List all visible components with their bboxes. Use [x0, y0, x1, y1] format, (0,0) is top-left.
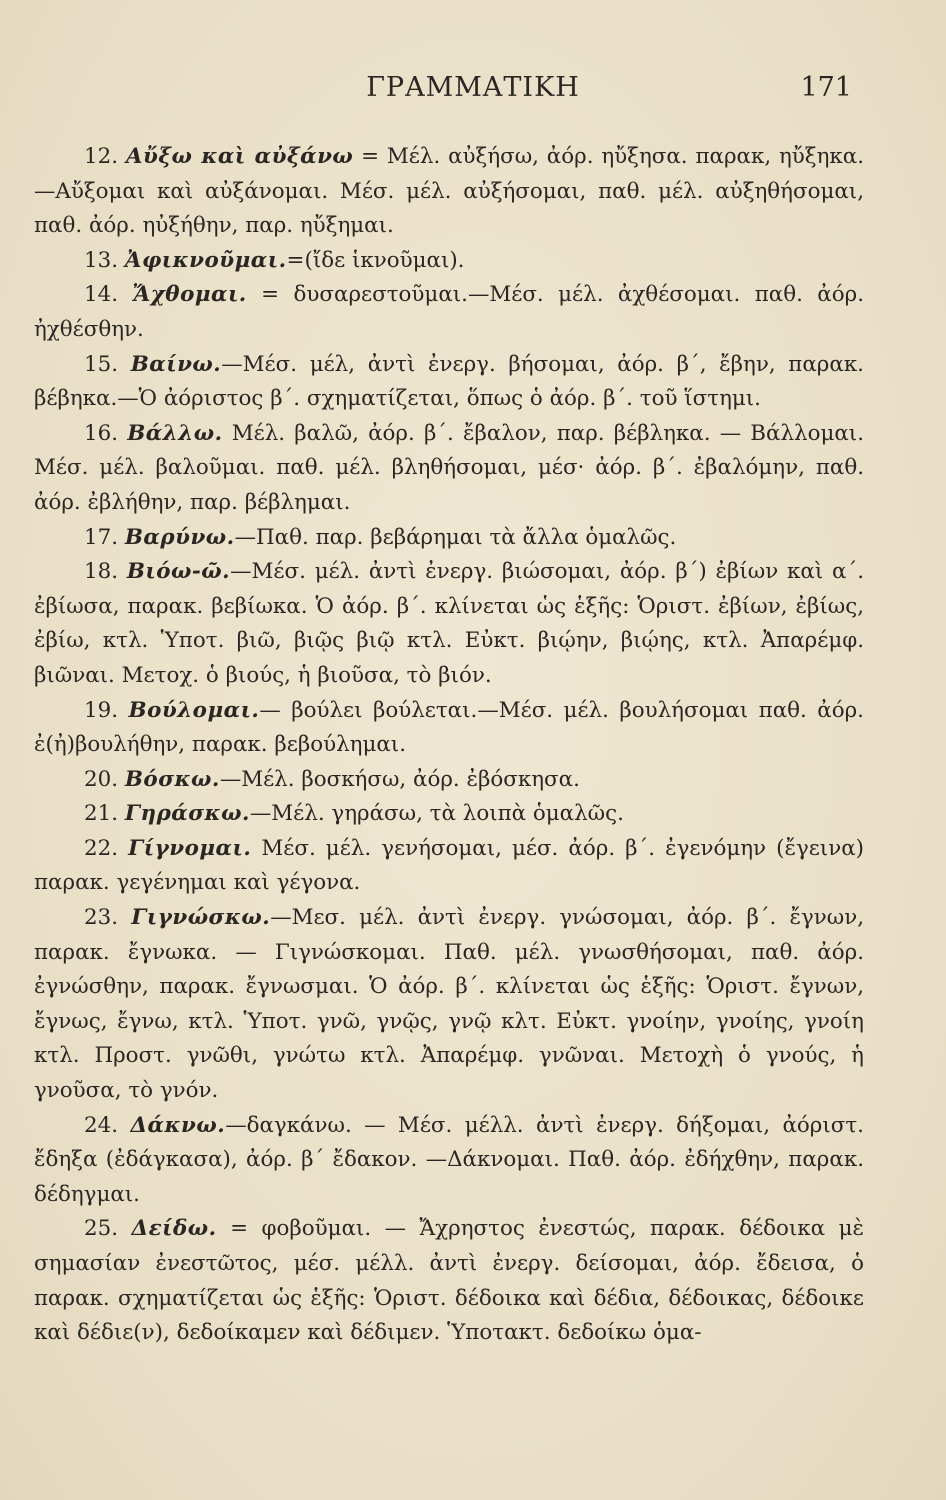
entry-text: — βούλει βούλεται.—Μέσ. μέλ. βουλήσομαι παθ. ἀόρ. ἐ(ἠ)βουλήθην, παρακ. βεβούλημαι.: [34, 697, 864, 758]
entry-number: 17.: [84, 524, 119, 550]
entry-text: —Παθ. παρ. βεβάρημαι τὰ ἄλλα ὁμαλῶς.: [234, 524, 677, 550]
entry-text: —Μέλ. γηράσω, τὰ λοιπὰ ὁμαλῶς.: [249, 801, 624, 827]
entry-22: [34, 832, 864, 901]
entry-text: = φοβοῦμαι. — Ἄχρηστος ἐνεστώς, παρακ. δέδοικα μὲ σημασίαν ἐνεστῶτος, μέσ. μέλλ. ἀντὶ ἐνεργ. δείσομαι, ἀόρ. ἔδεισα, ὁ παρακ. σχηματίζεται ὡς ἑξῆς: Ὁριστ. δέδοικα καὶ δέδια, δέδοικας, δέδοικε καὶ δέδιε(ν), δεδοίκαμεν καὶ δέδιμεν. Ὑποτακτ. δεδοίκω ὁμα-: [34, 1216, 864, 1346]
entry-number: 15.: [84, 351, 119, 377]
entry-number: 24.: [84, 1112, 119, 1138]
entry-lemma: Βιόω-ῶ.: [126, 559, 231, 585]
entry-number: 23.: [84, 905, 119, 931]
entry-lemma: Βαρύνω.: [124, 524, 235, 550]
entry-lemma: Γίγνομαι.: [128, 835, 252, 861]
entry-text: = δυσαρεστοῦμαι.—Μέσ. μέλ. ἀχθέσομαι. παθ. ἀόρ. ἠχθέσθην.: [34, 282, 864, 342]
entry-number: 13.: [84, 247, 119, 273]
entry-text: —Μεσ. μέλ. ἀντὶ ἐνεργ. γνώσομαι, ἀόρ. β΄. ἔγνων, παρακ. ἔγνωκα. — Γιγνώσκομαι. Παθ. μέλ. γνωσθήσομαι, παθ. ἀόρ. ἐγνώσθην, παρακ. ἔγνωσμαι. Ὁ ἀόρ. β΄. κλίνεται ὡς ἑξῆς: Ὁριστ. ἔγνων, ἔγνως, ἔγνω, κτλ. Ὑποτ. γνῶ, γνῷς, γνῷ κλτ. Εὐκτ. γνοίην, γνοίης, γνοίη κτλ. Προστ. γνῶθι, γνώτω κτλ. Ἀπαρέμφ. γνῶναι. Μετοχὴ ὁ γνούς, ἡ γνοῦσα, τὸ γνόν.: [34, 905, 864, 1104]
entry-number: 25.: [84, 1216, 119, 1242]
entry-14: [34, 278, 864, 347]
entry-13: [34, 244, 864, 279]
entry-24: [34, 1109, 864, 1213]
entry-lemma: Δείδω.: [131, 1216, 217, 1242]
entry-number: 20.: [84, 766, 119, 792]
entry-lemma: Βάλλω.: [127, 420, 223, 446]
entry-lemma: Ἄχθομαι.: [132, 282, 247, 308]
entry-text: —Μέλ. βοσκήσω, ἀόρ. ἐβόσκησα.: [219, 766, 580, 792]
entry-number: 14.: [84, 282, 119, 308]
entry-15: [34, 348, 864, 417]
entry-number: 18.: [84, 559, 119, 585]
running-title: ΓΡΑΜΜΑΤΙΚΗ: [366, 72, 580, 103]
entry-number: 19.: [84, 697, 119, 723]
entry-list: [34, 140, 864, 1351]
entry-text: Μέλ. βαλῶ, ἀόρ. β΄. ἔβαλον, παρ. βέβληκα. — Βάλλομαι. Μέσ. μέλ. βαλοῦμαι. παθ. μέλ. βληθήσομαι, μέσ· ἀόρ. β΄. ἐβαλόμην, παθ. ἀόρ. ἐβλήθην, παρ. βέβλημαι.: [34, 420, 864, 515]
entry-text: =(ἴδε ἱκνοῦμαι).: [286, 247, 465, 273]
entry-lemma: Βόσκω.: [124, 766, 220, 792]
entry-20: [34, 763, 864, 798]
entry-17: [34, 521, 864, 556]
entry-text: —Μέσ. μέλ. ἀντὶ ἐνεργ. βιώσομαι, ἀόρ. β΄) ἐβίων καὶ α΄. ἐβίωσα, παρακ. βεβίωκα. Ὁ ἀόρ. β΄. κλίνεται ὡς ἑξῆς: Ὁριστ. ἐβίων, ἐβίως, ἐβίω, κτλ. Ὑποτ. βιῶ, βιῷς βιῷ κτλ. Εὐκτ. βιῴην, βιῴης, κτλ. Ἀπαρέμφ. βιῶναι. Μετοχ. ὁ βιούς, ἡ βιοῦσα, τὸ βιόν.: [34, 559, 864, 688]
entry-18: [34, 555, 864, 693]
page-header: [0, 72, 946, 112]
entry-text: Μέσ. μέλ. γενήσομαι, μέσ. ἀόρ. β΄. ἐγενόμην (ἔγεινα) παρακ. γεγένημαι καὶ γέγονα.: [34, 835, 864, 896]
entry-lemma: Βαίνω.: [130, 351, 222, 377]
entry-number: 12.: [84, 144, 119, 169]
entry-lemma: Βούλομαι.: [128, 697, 260, 723]
entry-number: 16.: [84, 420, 119, 446]
entry-25: [34, 1212, 864, 1350]
entry-lemma: Αὔξω καὶ αὐξάνω: [125, 144, 354, 169]
entry-19: [34, 694, 864, 763]
entry-23: [34, 901, 864, 1109]
entry-text: —δαγκάνω. — Μέσ. μέλλ. ἀντὶ ἐνεργ. δήξομαι, ἀόριστ. ἔδηξα (ἐδάγκασα), ἀόρ. β΄ ἔδακον. —Δάκνομαι. Παθ. ἀόρ. ἐδήχθην, παρακ. δέδηγμαι.: [34, 1112, 864, 1207]
entry-16: [34, 417, 864, 521]
entry-lemma: Γιγνώσκω.: [131, 905, 271, 931]
entry-lemma: Ἀφικνοῦμαι.: [124, 247, 287, 273]
page-number: 171: [800, 72, 852, 103]
entry-lemma: Γηράσκω.: [124, 801, 250, 827]
entry-text: = Μέλ. αὐξήσω, ἀόρ. ηὔξησα. παρακ, ηὔξηκα.—Αὔξομαι καὶ αὐξάνομαι. Μέσ. μέλ. αὐξήσομαι, παθ. μέλ. αὐξηθήσομαι, παθ. ἀόρ. ηὐξήθην, παρ. ηὔξημαι.: [34, 144, 864, 239]
entry-text: —Μέσ. μέλ, ἀντὶ ἐνεργ. βήσομαι, ἀόρ. β΄, ἔβην, παρακ. βέβηκα.—Ὁ ἀόριστος β΄. σχηματίζεται, ὅπως ὁ ἀόρ. β΄. τοῦ ἵστημι.: [34, 351, 864, 412]
entry-lemma: Δάκνω.: [130, 1112, 226, 1138]
entry-number: 21.: [84, 801, 119, 827]
entry-number: 22.: [84, 835, 119, 861]
entry-12: [34, 140, 864, 244]
entry-21: [34, 797, 864, 832]
